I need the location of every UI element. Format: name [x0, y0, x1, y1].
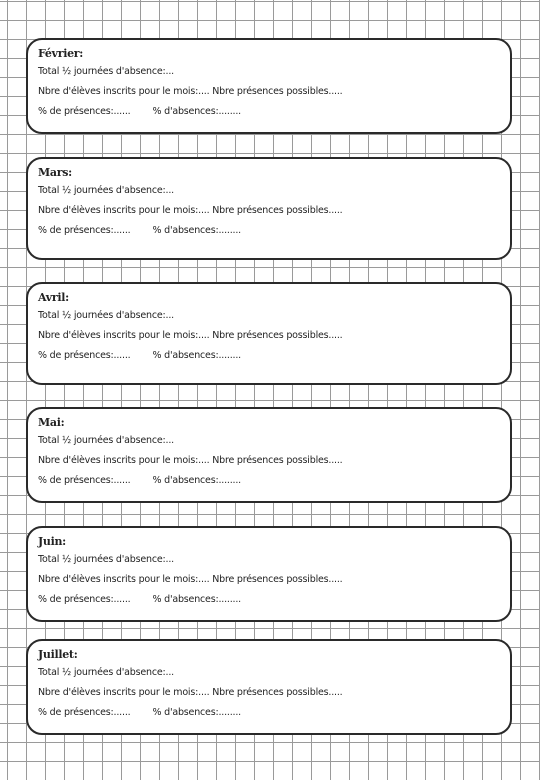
- month-card-mars: [26, 157, 512, 260]
- enrolled-label: Nbre d'élèves inscrits pour le mois:....: [38, 687, 210, 698]
- month-card-juillet: [26, 639, 512, 735]
- presence-pct-label: % de présences:......: [38, 475, 131, 486]
- total-absence-line: Total ½ journées d'absence:...: [38, 310, 174, 321]
- month-title: Avril:: [38, 291, 69, 304]
- enrolled-label: Nbre d'élèves inscrits pour le mois:....: [38, 574, 210, 585]
- enrollment-line: [38, 82, 500, 102]
- presence-pct-label: % de présences:......: [38, 106, 131, 117]
- enrollment-line: [38, 683, 500, 703]
- absence-pct-label: % d'absences:........: [152, 707, 242, 718]
- presence-pct-label: % de présences:......: [38, 225, 131, 236]
- absence-pct-label: % d'absences:........: [152, 350, 242, 361]
- presence-pct-label: % de présences:......: [38, 350, 131, 361]
- percentage-line: [38, 346, 500, 366]
- enrolled-label: Nbre d'élèves inscrits pour le mois:....: [38, 205, 210, 216]
- possible-label: Nbre présences possibles.....: [212, 455, 343, 466]
- total-absence-line: Total ½ journées d'absence:...: [38, 667, 174, 678]
- enrolled-label: Nbre d'élèves inscrits pour le mois:....: [38, 455, 210, 466]
- possible-label: Nbre présences possibles.....: [212, 687, 343, 698]
- absence-pct-label: % d'absences:........: [152, 475, 242, 486]
- month-card-mai: [26, 407, 512, 503]
- percentage-line: [38, 703, 500, 723]
- month-card-fevrier: [26, 38, 512, 134]
- presence-pct-label: % de présences:......: [38, 707, 131, 718]
- possible-label: Nbre présences possibles.....: [212, 86, 343, 97]
- percentage-line: [38, 102, 500, 122]
- total-absence-line: Total ½ journées d'absence:...: [38, 66, 174, 77]
- possible-label: Nbre présences possibles.....: [212, 330, 343, 341]
- month-title: Juillet:: [38, 648, 78, 661]
- presence-pct-label: % de présences:......: [38, 594, 131, 605]
- absence-pct-label: % d'absences:........: [152, 225, 242, 236]
- percentage-line: [38, 471, 500, 491]
- possible-label: Nbre présences possibles.....: [212, 205, 343, 216]
- percentage-line: [38, 590, 500, 610]
- enrollment-line: [38, 201, 500, 221]
- total-absence-line: Total ½ journées d'absence:...: [38, 554, 174, 565]
- enrollment-line: [38, 451, 500, 471]
- month-card-avril: [26, 282, 512, 385]
- month-title: Mai:: [38, 416, 65, 429]
- total-absence-line: Total ½ journées d'absence:...: [38, 435, 174, 446]
- month-title: Juin:: [38, 535, 66, 548]
- enrollment-line: [38, 326, 500, 346]
- absence-pct-label: % d'absences:........: [152, 594, 242, 605]
- enrolled-label: Nbre d'élèves inscrits pour le mois:....: [38, 330, 210, 341]
- possible-label: Nbre présences possibles.....: [212, 574, 343, 585]
- percentage-line: [38, 221, 500, 241]
- month-title: Mars:: [38, 166, 72, 179]
- enrollment-line: [38, 570, 500, 590]
- month-card-juin: [26, 526, 512, 622]
- month-title: Février:: [38, 47, 84, 60]
- enrolled-label: Nbre d'élèves inscrits pour le mois:....: [38, 86, 210, 97]
- absence-pct-label: % d'absences:........: [152, 106, 242, 117]
- total-absence-line: Total ½ journées d'absence:...: [38, 185, 174, 196]
